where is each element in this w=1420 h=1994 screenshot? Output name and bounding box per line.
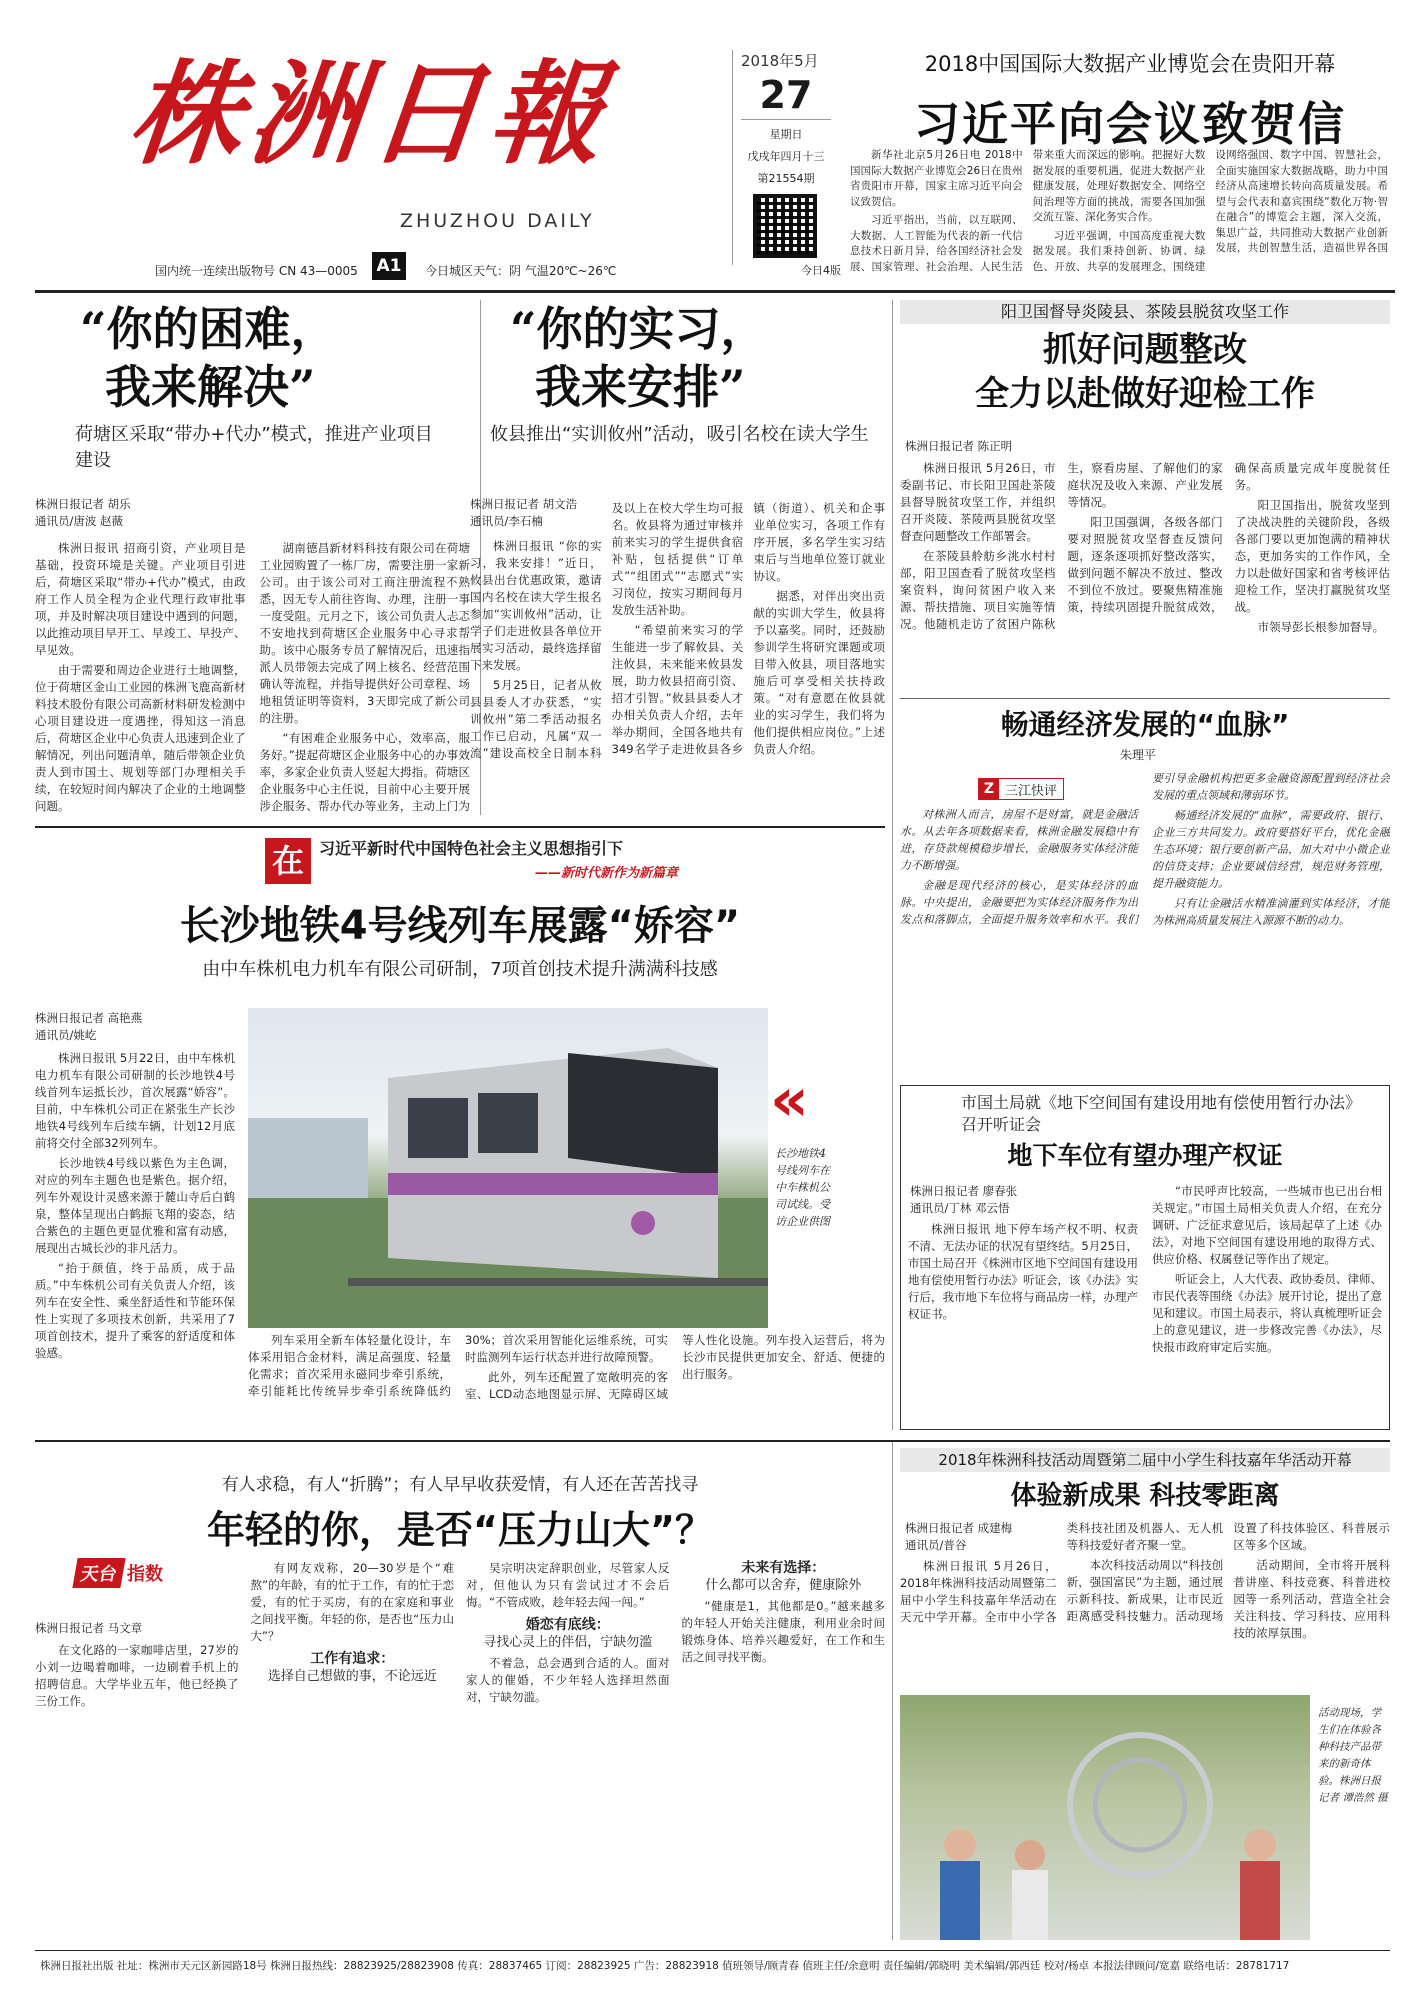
rail-track [348, 1278, 768, 1286]
slogan-tag: 在 [265, 838, 311, 884]
paragraph: 据悉，对伴出突出贡献的实训大学生，攸县将予以嘉奖。同时，还鼓励参训学生将研究课题或项目带入攸县，项目落地实施后可享受相关扶持政策。“对有意愿在攸县就业的实习学生，我们将为他们提供相应岗位。”上述负责人介绍。 [753, 589, 885, 756]
paragraph: 听证会上，人大代表、政协委员、律师、市民代表等围绕《办法》展开讨论，提出了意见和建议。市国土局表示，将认真梳理听证会上的意见建议，进一步修改完善《办法》，尽快报市政府审定后实施。 [1152, 1272, 1382, 1354]
date-year: 2018年5月 [741, 52, 819, 70]
paragraph: 阳卫国强调，各级各部门要对照脱贫攻坚督查反馈问题，逐条逐项抓好整改落实，做到问题不解决不放过、整改不到位不放过。要聚焦精准施策，持续巩固提升脱贫成效，确保高质量完成年度脱贫任务。 [1067, 461, 1390, 614]
slogan-line-1: 习近平新时代中国特色社会主义思想指引下 [319, 839, 624, 858]
child-body [940, 1861, 980, 1940]
metro-body-bottom [248, 1332, 885, 1430]
byline: 通讯员/丁林 邓云悟 [910, 1201, 1010, 1215]
section-subtitle: 什么都可以舍弃，健康除外 [705, 1578, 862, 1593]
page-number-badge: A1 [372, 252, 406, 280]
byline: 通讯员/李石楠 [470, 514, 543, 528]
paragraph: 有网友戏称，20—30岁是个“难熬”的年龄，有的忙于工作，有的忙于恋爱，有的忙于买房，有的在家庭和事业之间找平衡。年轻的你，是否也“压力山大”？ [250, 1561, 454, 1643]
child-head [1015, 1840, 1045, 1870]
qr-code [753, 194, 817, 258]
headline-line-1: 抓好问题整改 [1043, 330, 1247, 370]
license-number: 国内统一连续出版物号 CN 43—0005 [155, 264, 358, 278]
science-body [900, 1520, 1390, 1690]
train-window [408, 1098, 468, 1158]
paragraph: “市民呼声比较高，一些城市也已出台相关规定。”市国土局相关负责人介绍，在充分调研、广泛征求意见后，该局起草了上述《办法》，对地下空间国有建设用地的取得方式、供应价格、权属登记等作出了规定。 [1152, 1184, 1382, 1266]
paragraph: 阳卫国指出，脱贫攻坚到了决战决胜的关键阶段，各级各部门要以更加饱满的精神状态，更加务实的工作作风，全力以赴做好国家和省考核评估迎检工作，坚决打赢脱贫攻坚战。 [1234, 498, 1390, 614]
byline: 株洲日报记者 高艳燕 [35, 1011, 143, 1025]
footer-rule [35, 1950, 1390, 1951]
page-count: 今日4版 [801, 264, 841, 277]
byline-spacer [908, 1183, 1138, 1221]
top-story-body [850, 148, 1388, 278]
masthead [0, 0, 1420, 290]
commentary-body [900, 770, 1390, 1075]
paragraph: 5月25日，记者从攸县县委人才办获悉，“实训攸州”第二季活动报名工作已启动，凡属“双一流”建设高校全日制本科及以上在校大学生均可报名。攸县将为通过审核并前来实习的学生提供食宿补贴，包括提供“订单式”“组团式”“志愿式”实习岗位，按实习期间每月发放生活补助。 [470, 501, 744, 760]
weather: 今日城区天气：阴 气温20℃~26℃ [425, 264, 617, 278]
paragraph: 吴宗明决定辞职创业，尽管家人反对，但他认为只有尝试过才不会后悔。“不管成败，趁年轻去闯一闯。” [466, 1561, 670, 1609]
kicker: 市国土局就《地下空间国有建设用地有偿使用暂行办法》召开听证会 [961, 1093, 1354, 1134]
hetang-bylines [35, 496, 245, 530]
paragraph: 活动期间，全市将开展科普讲座、科技竞赛、科普进校园等一系列活动，营造全社会关注科技、学习科技、应用科技的浓厚氛围。 [1233, 1558, 1390, 1640]
section-rule [35, 826, 885, 828]
paragraph: “抬于颜值，终于品质，成于品质。”中车株机公司有关负责人介绍，该列车在安全性、乘坐舒适性和节能环保性上实现了多项技术创新，共采用了7项首创技术，提升了乘客的舒适度和体验感。 [35, 1261, 235, 1360]
science-headline: 体验新成果 科技零距离 [1010, 1481, 1280, 1511]
train-logo [631, 1211, 655, 1235]
byline: 株洲日报记者 胡文浩 [470, 497, 578, 511]
issue-number: 第21554期 [757, 172, 815, 185]
paragraph: “健康是1，其他都是0。”越来越多的年轻人开始关注健康，利用业余时间锻炼身体、培养兴趣爱好，在工作和生活之间寻找平衡。 [681, 1599, 885, 1664]
gyroscope-ring [1070, 1735, 1210, 1875]
background-train [248, 1118, 368, 1198]
commentary-headline: 畅通经济发展的“血脉” [1000, 708, 1290, 741]
paragraph: “希望前来实习的学生能进一步了解攸县、关注攸县，未来能来攸县发展，助力攸县招商引资、招才引智。”攸县县委人才办相关负责人介绍，去年举办期间，全国各地共有349名学子走进攸县各乡镇（街道）、机关和企事业单位实习，各项工作有序开展，多名学生实习结束后与当地单位签订就业协议。 [611, 501, 885, 756]
parking-body [908, 1183, 1382, 1423]
story-yanling [900, 300, 1390, 416]
commentary-author: 朱理平 [1120, 748, 1157, 762]
section-heading [466, 1617, 670, 1651]
metro-bylines [35, 1010, 195, 1044]
section-rule [35, 1440, 1390, 1442]
metro-photo-caption: 长沙地铁4号线列车在中车株机公司试线。受访企业供图 [775, 1147, 830, 1228]
subhead: 荷塘区采取“带办+代办”模式，推进产业项目建设 [75, 424, 433, 471]
youxian-body [470, 500, 885, 815]
section-heading [251, 1651, 455, 1685]
paragraph: 株洲日报讯 地下停车场产权不明、权责不清、无法办证的状况有望终结。5月25日，市国土局召开《株洲市区地下空间国有建设用地有偿使用暂行办法》听证会，该《办法》实行后，我市地下车位将与商品房一样，办理产权证书。 [908, 1222, 1138, 1321]
paragraph: 此外，列车还配置了宽敞明亮的客室、LCD动态地图显示屏、无障碍区域等人性化设施。列车投入运营后，将为长沙市民提供更加安全、舒适、便捷的出行服务。 [465, 1333, 885, 1401]
paragraph: 湖南德昌新材料科技有限公司在荷塘工业园购置了一栋厂房，需要注册一家新公司。由于该公司对工商注册流程不熟悉，因无专人前往咨询、办理，注册一事一度受阻。元月之下，该公司负责人忐忑不安地找到荷塘区企业服务中心寻求帮助。该中心服务专员了解情况后，迅速指派人员带领去完成了网上核名、经营范围确认等流程，并指导提供好公司章程、场地租赁证明等资料，3天即完成了新公司的注册。 [259, 541, 470, 725]
masthead-rule [35, 290, 1395, 293]
pressure-body [35, 1560, 885, 1940]
headline-line-2: 全力以赴做好迎检工作 [975, 374, 1315, 414]
section-heading [682, 1560, 886, 1594]
paragraph: 株洲日报讯 5月22日，由中车株机电力机车有限公司研制的长沙地铁4号线首列车运抵长沙，首次展露“娇容”。目前，中车株机公司正在紧张生产长沙地铁4号线列车后续车辆，计划12月底前将交付全部32列列车。 [35, 1051, 235, 1150]
top-story-headline: 习近平向会议致贺信 [914, 97, 1346, 151]
section-title: 未来有选择： [741, 1560, 826, 1576]
paragraph: 长沙地铁4号线以紫色为主色调，对应的列车主题色也是紫色。据介绍，列车外观设计灵感来源于麓山寺后白鹤泉，整体呈现出白鹤振飞翔的姿态，结合紫色的主题色更显优雅和富有动感，展现出古城长沙的非凡活力。 [35, 1156, 235, 1255]
train-illustration [248, 1008, 768, 1328]
byline-spacer [900, 1520, 1057, 1558]
section-rule [900, 698, 1390, 699]
metro-body-left [35, 1050, 235, 1430]
paragraph: 新华社北京5月26日电 2018中国国际大数据产业博览会26日在贵州省贵阳市开幕，国家主席习近平向会议致贺信。 [850, 149, 1023, 208]
paragraph: 习近平强调，中国高度重视大数据发展。我们秉持创新、协调、绿色、开放、共享的发展理念，围绕建设网络强国、数字中国、智慧社会，全面实施国家大数据战略，助力中国经济从高速增长转向高质量发展。希望与会代表和嘉宾围绕“数化万物·智在融合”的博览会主题，深入交流，集思广益，共同推动大数据产业创新发展，共创智慧生活，造福世界各国 [1032, 149, 1388, 273]
section-title: 工作有追求： [310, 1651, 395, 1667]
pressure-byline: 株洲日报记者 马文章 [35, 1621, 143, 1635]
byline: 通讯员/普谷 [905, 1538, 967, 1552]
paragraph: 不着急，总会遇到合适的人。面对家人的催婚，不少年轻人选择坦然面对，宁缺勿滥。 [466, 1656, 670, 1704]
section-title: 婚恋有底线： [525, 1617, 610, 1633]
gyroscope-ring [1095, 1760, 1185, 1850]
column-rule [892, 1442, 893, 1940]
footer-info: 株洲日报社出版 社址：株洲市天元区新园路18号 株洲日报热线：28823925/28823908 传真：28837465 订阅：28823925 广告：28823918 值班领导/顾青春 值班主任/余意明 责任编辑/郭晓明 美术编辑/郭西廷 校对/杨卓 本报法律顾问/宽嘉 联络电话：28781717 [40, 1960, 1290, 1972]
badge-spacer [900, 770, 1138, 806]
byline: 株洲日报记者 胡乐 [35, 497, 131, 511]
train-window [478, 1093, 538, 1153]
child-head [944, 1829, 976, 1861]
metro-subhead: 由中车株机电力机车有限公司研制，7项首创技术提升满满科技感 [202, 959, 718, 980]
headline-line-1: “你的困难， [80, 302, 337, 356]
headline: 地下车位有望办理产权证 [1007, 1141, 1283, 1170]
science-kicker: 2018年株洲科技活动周暨第二届中小学生科技嘉年华活动开幕 [900, 1448, 1390, 1472]
child-head [1244, 1829, 1276, 1861]
column-badge-icon: Z [979, 779, 999, 799]
column-logo-a: 天台 [72, 1558, 125, 1588]
photo-arrow-decoration: « [770, 1065, 809, 1135]
paragraph: 金融是现代经济的核心，是实体经济的血脉。中央提出，金融要把为实体经济服务作为出发点和落脚点，全面提升服务效率和水平。我们要引导金融机构把更多金融资源配置到经济社会发展的重点领域和薄弱环节。 [900, 772, 1390, 926]
paragraph: 株洲日报讯 5月26日，2018年株洲科技活动周暨第二届中小学生科技嘉年华活动在天元中学开幕。全市中小学各类科技社团及机器人、无人机等科技爱好者齐聚一堂。 [900, 1521, 1224, 1624]
top-story-kicker: 2018中国国际大数据产业博览会在贵阳开幕 [924, 52, 1336, 76]
paragraph: 在茶陵县舲舫乡洮水村村部，阳卫国查看了脱贫攻坚档案资料，询问贫困户收入来源、帮扶措施、项目实施等情况。他随机走访了贫困户陈秋生，察看房屋、了解他们的家庭状况及收入来源、产业发展等情况。 [900, 461, 1223, 631]
slogan-banner [265, 838, 825, 888]
logo-pinyin: ZHUZHOU DAILY [400, 210, 595, 232]
paragraph: 只有让金融活水精准滴灌到实体经济，才能为株洲高质量发展注入源源不断的动力。 [1152, 897, 1390, 927]
weekday: 星期日 [769, 128, 803, 141]
child-body [1240, 1861, 1280, 1940]
paragraph: 由于需要和周边企业进行土地调整，位于荷塘区金山工业园的株洲飞鹿高新材料技术股份有限公司高新材料研发检测中心项目建设进一度遇挫，得知这一消息后，荷塘区企业中心负责人迅速到企业了解情况，列出问题清单，随后带领企业负责人到市国土、规划等部门办理相关手续，在较短时间内解决了企业的土地调整问题。 [35, 663, 246, 813]
headline-line-1: “你的实习， [510, 302, 767, 356]
paragraph: 畅通经济发展的“血脉”，需要政府、银行、企业三方共同发力。政府要搭好平台，优化金融生态环境；银行要创新产品，加大对中小微企业的信贷支持；企业要诚信经营，规范财务管理，提升融资能力。 [1152, 809, 1390, 890]
paragraph: 列车采用全新车体轻量化设计，车体采用铝合金材料，满足高强度、轻量化需求；首次采用永磁同步牵引系统，牵引能耗比传统异步牵引系统降低约30%；首次采用智能化运维系统，可实时监测列车运行状态并进行故障预警。 [248, 1333, 668, 1398]
yanling-body [900, 460, 1390, 695]
byline: 株洲日报记者 廖春张 [910, 1184, 1018, 1198]
headline-line-2: 我来安排” [535, 360, 746, 414]
pressure-headline: 年轻的你，是否“压力山大”？ [207, 1508, 713, 1552]
date-day: 27 [741, 71, 831, 120]
column-logo-b: 指数 [127, 1564, 163, 1585]
train-purple-stripe [388, 1173, 718, 1195]
kicker: 阳卫国督导炎陵县、茶陵县脱贫攻坚工作 [900, 300, 1390, 324]
paragraph: “有困难企业服务中心，效率高，服务好。”提起荷塘区企业服务中心的办事效率，多家企业负责人竖起大拇指。荷塘区企业服务中心主任说，目前中心主要开展涉企服务、帮办代办等业务，主动上门为 [259, 731, 470, 813]
metro-train-photo [248, 1008, 768, 1328]
train-front-window [568, 1053, 718, 1178]
section-subtitle: 选择自己想做的事，不论远近 [267, 1669, 437, 1684]
paragraph: 株洲日报讯 “你的实习，我来安排！”近日，攸县出台优惠政策，邀请国内名校在读大学生报名参加“实训攸州”活动，让学子们走进攸县各单位开展实习活动，最终选择留下来发展。 [470, 539, 602, 672]
yanling-byline: 株洲日报记者 陈正明 [905, 439, 1013, 453]
science-photo [900, 1695, 1310, 1940]
paragraph: 习近平指出，当前，以互联网、大数据、人工智能为代表的新一代信息技术日新月异，给各国经济社会发展、国家管理、社会治理、人民生活带来重大而深远的影响。把握好大数据发展的重要机遇，促进大数据产业健康发展，处理好数据安全、网络空间治理等方面的挑战，需要各国加强交流互鉴、深化务实合作。 [850, 149, 1206, 273]
paragraph: 市领导彭长根参加督导。 [1257, 620, 1385, 634]
pressure-kicker: 有人求稳，有人“折腾”；有人早早收获爱情，有人还在苦苦找寻 [221, 1475, 699, 1495]
column-rule [892, 300, 893, 1430]
story-youxian [490, 300, 890, 448]
byline: 株洲日报记者 成建梅 [905, 1521, 1013, 1535]
child-body [1012, 1870, 1048, 1940]
logo-spacer [35, 1560, 239, 1642]
byline: 通讯员/唐波 赵薇 [35, 514, 124, 528]
paragraph: 对株洲人而言，房屋不是财富，就是金融活水。从去年各项数据来看，株洲金融发展稳中有进，存贷款规模稳步增长，金融服务实体经济能力不断增强。 [900, 808, 1138, 872]
lunar-date: 戊戌年四月十三 [747, 150, 825, 163]
column-badge-label: 三江快评 [1005, 783, 1058, 799]
subhead: 攸县推出“实训攸州”活动，吸引名校在读大学生 [490, 424, 869, 445]
paragraph: 在文化路的一家咖啡店里，27岁的小刘一边喝着咖啡，一边刷着手机上的招聘信息。大学毕业五年，他已经换了三份工作。 [35, 1643, 239, 1708]
paragraph: 株洲日报讯 5月26日，市委副书记、市长阳卫国赴茶陵县督导脱贫攻坚工作，并组织召开炎陵、茶陵两县脱贫攻坚督查问题整改工作部署会。 [900, 461, 1056, 543]
children-illustration [900, 1695, 1310, 1940]
paragraph: 株洲日报讯 招商引资，产业项目是基础，投资环境是关键。产业项目引进后，荷塘区采取“带办+代办”模式，由政府工作人员全程为企业代理行政审批事项，并及时解决项目建设中遇到的问题，以此推动项目早开工、早竣工、早投产、早见效。 [35, 541, 246, 657]
metro-headline: 长沙地铁4号线列车展露“娇容” [179, 903, 741, 949]
date-box [732, 50, 842, 277]
newspaper-logo: 株洲日報 [123, 49, 617, 180]
section-subtitle: 寻找心灵上的伴侣，宁缺勿滥 [483, 1635, 653, 1650]
slogan-line-2: ——新时代新作为新篇章 [535, 866, 679, 881]
paragraph: 本次科技活动周以“科技创新，强国富民”为主题，通过展示新科技、新成果，让市民近距离感受科技魅力。活动现场设置了科技体验区、科普展示区等多个区域。 [1066, 1521, 1390, 1623]
science-photo-caption: 活动现场，学生们在体验各种科技产品带来的新奇体验。株洲日报记者 谭浩然 摄 [1318, 1707, 1388, 1804]
headline-line-2: 我来解决” [105, 360, 316, 414]
byline-spacer [470, 500, 602, 538]
byline: 通讯员/姚屹 [35, 1028, 97, 1042]
hetang-body [35, 540, 470, 815]
